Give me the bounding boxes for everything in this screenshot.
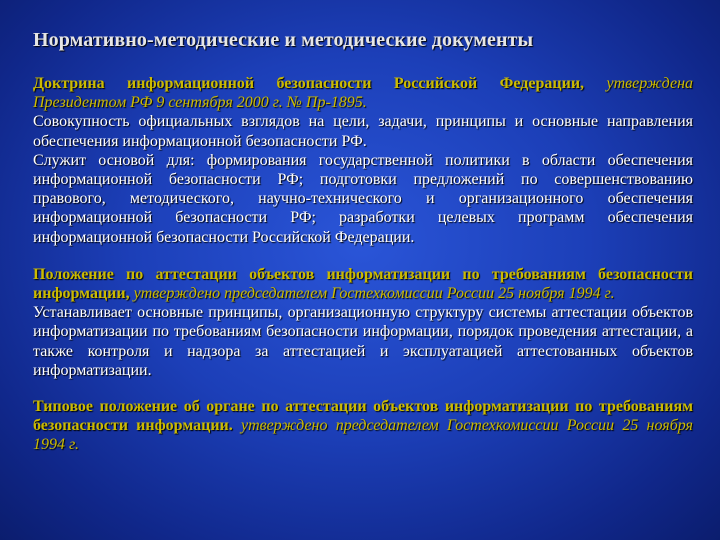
model-regulation-name: Типовое положение об органе по аттестации объектов информатизации по требованиям безопасности информации. — [33, 398, 693, 435]
slide-title: Нормативно-методические и методические документы — [33, 29, 534, 51]
regulation-approval: утверждено председателем Гостехкомиссии России 25 ноября 1994 г. — [129, 285, 615, 303]
doctrine-heading — [33, 74, 693, 112]
doctrine-summary: Совокупность официальных взглядов на цели, задачи, принципы и основные направления обеспечения информационной безопасности РФ. — [33, 113, 693, 150]
slide-body — [33, 74, 693, 455]
doctrine-name: Доктрина информационной безопасности Российской Федерации, — [33, 75, 585, 92]
doctrine-purpose: Служит основой для: формирования государственной политики в области обеспечения информационной безопасности РФ; подготовки предложений по совершенствованию правового, методического, научно-технического и организационного обеспечения информационной безопасности РФ; разработки целевых программ обеспечения информационной безопасности Российской Федерации. — [33, 151, 693, 246]
regulation-name: Положение по аттестации объектов информатизации по требованиям безопасности информации, — [33, 265, 693, 303]
doctrine-approval: утверждена Президентом РФ 9 сентября 2000 г. № Пр-1895. — [33, 75, 694, 112]
model-regulation-heading — [33, 397, 693, 455]
regulation-description: Устанавливает основные принципы, организационную структуру системы аттестации объектов информатизации по требованиям безопасности информации, порядок проведения аттестации, а также контроля и надзора за аттестацией и эксплуатацией аттестованных объектов информатизации. — [33, 304, 693, 379]
regulation-heading — [33, 265, 693, 303]
model-regulation-approval: утверждено председателем Гостехкомиссии России 25 ноября 1994 г. — [33, 417, 693, 454]
